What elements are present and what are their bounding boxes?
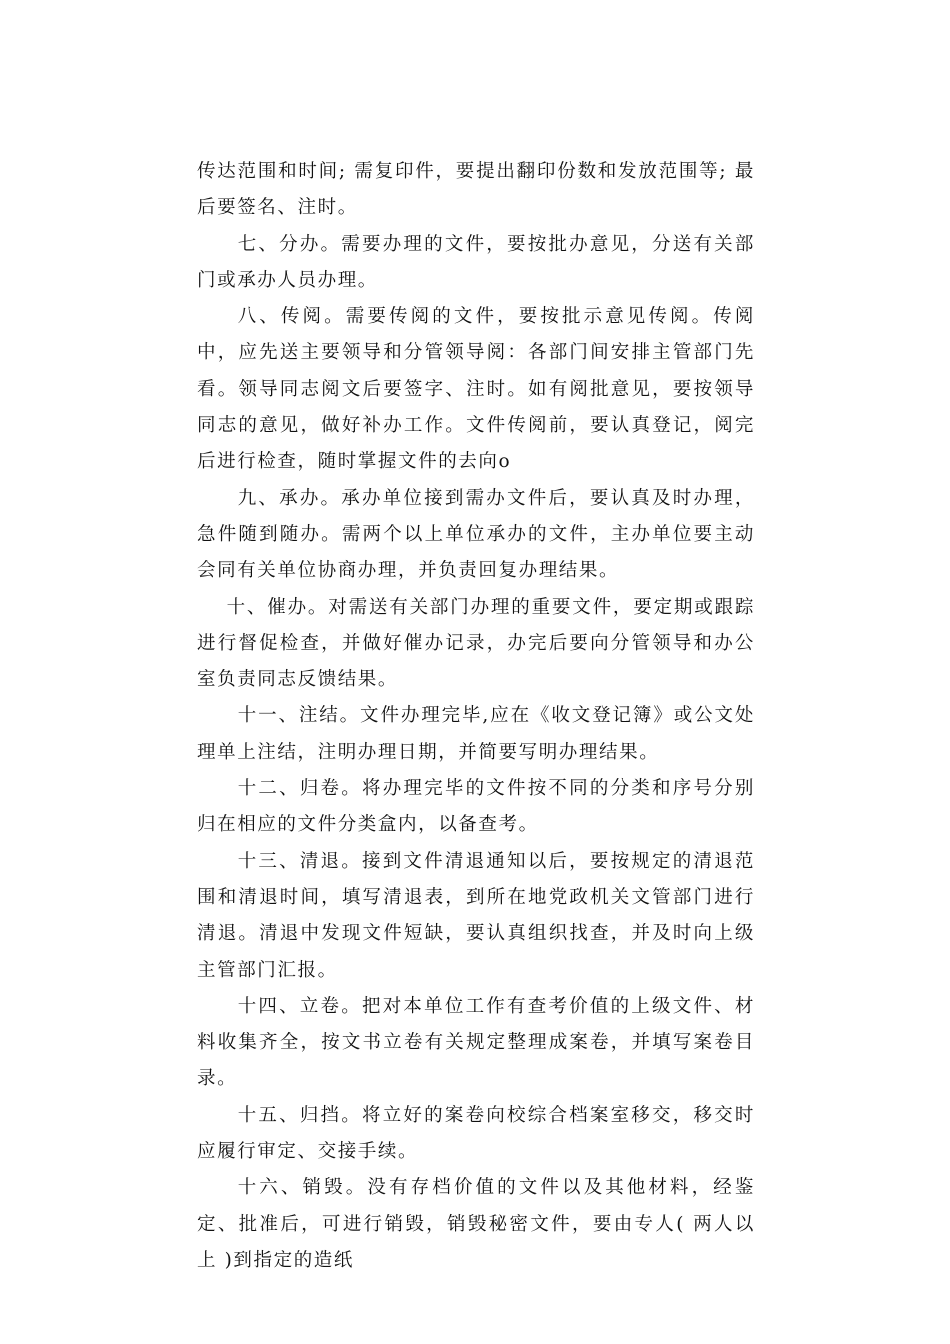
document-body bbox=[197, 154, 755, 1279]
paragraph-continuation: 传达范围和时间; 需复印件，要提出翻印份数和发放范围等; 最后要签名、注时。 bbox=[197, 161, 755, 219]
paragraph-11-closing: 十一、注结。文件办理完毕,应在《收文登记簿》或公文处理单上注结，注明办理日期，并简要写明办理结果。 bbox=[197, 705, 755, 763]
paragraph-10-urging: 十、催办。对需送有关部门办理的重要文件，要定期或跟踪进行督促检查，并做好催办记录，办完后要向分管领导和办公室负责同志反馈结果。 bbox=[197, 596, 755, 691]
paragraph-14-archiving: 十四、立卷。把对本单位工作有查考价值的上级文件、材料收集齐全，按文书立卷有关规定整理成案卷，并填写案卷目录。 bbox=[197, 995, 755, 1090]
paragraph-8-circulation: 八、传阅。需要传阅的文件，要按批示意见传阅。传阅中，应先送主要领导和分管领导阅：各部门间安排主管部门先看。领导同志阅文后要签字、注时。如有阅批意见，要按领导同志的意见，做好补办工作。文件传阅前，要认真登记，阅完后进行检查，随时掌握文件的去向o bbox=[197, 306, 755, 473]
paragraph-7-distribution: 七、分办。需要办理的文件，要按批办意见，分送有关部门或承办人员办理。 bbox=[197, 233, 755, 291]
paragraph-13-return: 十三、清退。接到文件清退通知以后，要按规定的清退范围和清退时间，填写清退表，到所在地党政机关文管部门进行清退。清退中发现文件短缺，要认真组织找查，并及时向上级主管部门汇报。 bbox=[197, 850, 755, 981]
paragraph-15-transfer: 十五、归挡。将立好的案卷向校综合档案室移交，移交时应履行审定、交接手续。 bbox=[197, 1104, 755, 1163]
paragraph-12-filing: 十二、归卷。将办理完毕的文件按不同的分类和序号分别归在相应的文件分类盒内，以备查考。 bbox=[197, 778, 755, 836]
paragraph-16-destruction: 十六、销毁。没有存档价值的文件以及其他材料，经鉴定、批准后，可进行销毁，销毁秘密文件，要由专人( 两人以上 )到指定的造纸 bbox=[197, 1177, 755, 1271]
paragraph-9-handling: 九、承办。承办单位接到需办文件后，要认真及时办理，急件随到随办。需两个以上单位承办的文件，主办单位要主动会同有关单位协商办理，并负责回复办理结果。 bbox=[197, 487, 755, 582]
